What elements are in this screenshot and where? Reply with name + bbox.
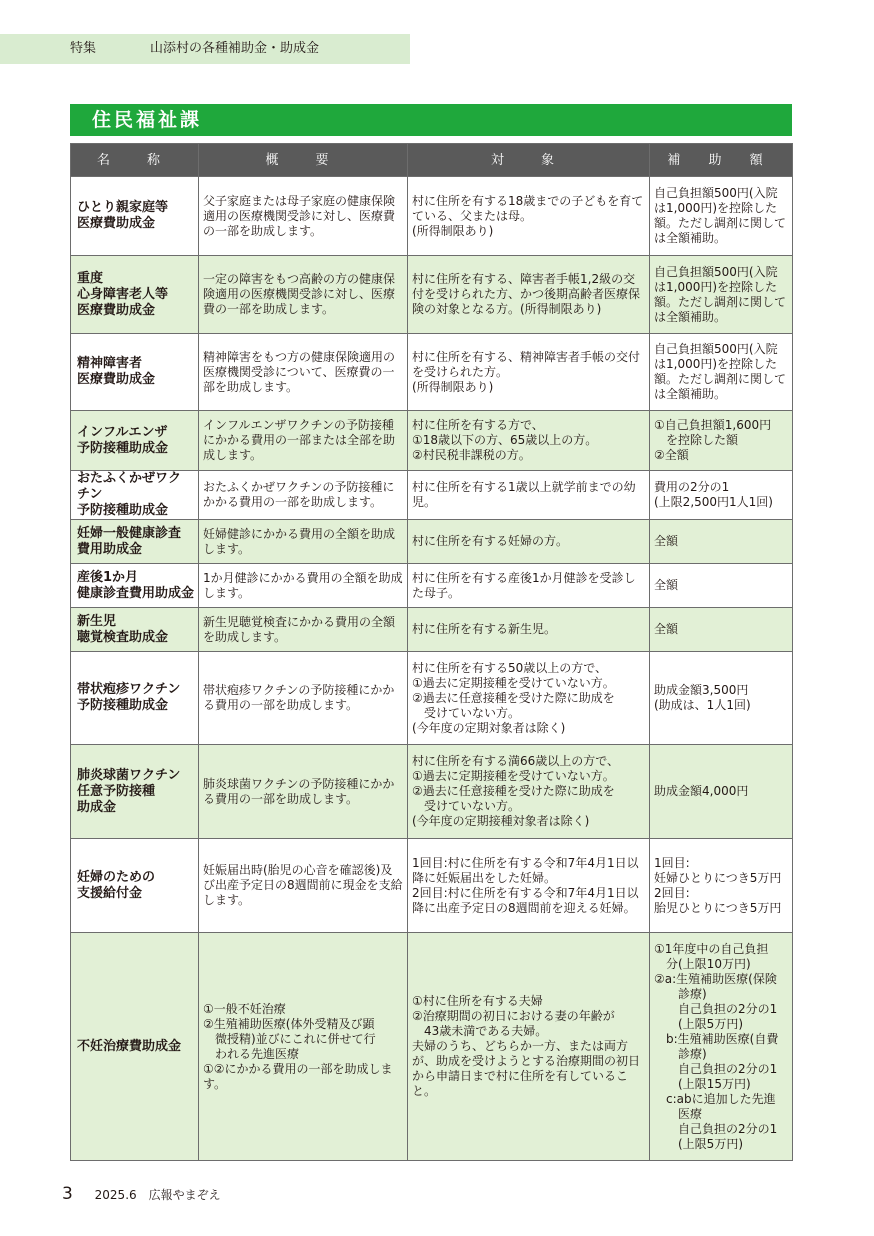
row-summary: 妊婦健診にかかる費用の全額を助成します。: [199, 520, 408, 564]
row-amount: 自己負担額500円(入院は1,000円)を控除した額。ただし調剤に関しては全額補助。: [650, 177, 793, 256]
table-row: [71, 471, 793, 520]
row-name: 新生児 聴覚検査助成金: [71, 608, 199, 652]
row-amount: 費用の2分の1 (上限2,500円1人1回): [650, 471, 793, 520]
row-target: 村に住所を有する妊婦の方。: [408, 520, 650, 564]
row-summary: 父子家庭または母子家庭の健康保険適用の医療機関受診に対し、医療費の一部を助成します。: [199, 177, 408, 256]
header-tag: 特集: [70, 41, 97, 56]
table-header-row: [71, 144, 793, 177]
table-row: [71, 177, 793, 256]
table-row: [71, 334, 793, 411]
row-name: 精神障害者 医療費助成金: [71, 334, 199, 411]
column-header-name: 名 称: [71, 144, 199, 177]
row-target: 村に住所を有する1歳以上就学前までの幼児。: [408, 471, 650, 520]
issue-label: 2025.6 広報やまぞえ: [94, 1188, 221, 1202]
row-summary: 肺炎球菌ワクチンの予防接種にかかる費用の一部を助成します。: [199, 745, 408, 839]
column-header-summary: 概 要: [199, 144, 408, 177]
table-row: [71, 608, 793, 652]
table-row: [71, 256, 793, 334]
column-header-target: 対 象: [408, 144, 650, 177]
column-header-amount: 補 助 額: [650, 144, 793, 177]
table-row: [71, 520, 793, 564]
section-title-bar: [70, 104, 792, 136]
row-amount: 自己負担額500円(入院は1,000円)を控除した額。ただし調剤に関しては全額補助。: [650, 256, 793, 334]
row-amount: 自己負担額500円(入院は1,000円)を控除した額。ただし調剤に関しては全額補助。: [650, 334, 793, 411]
row-summary: 妊娠届出時(胎児の心音を確認後)及び出産予定日の8週間前に現金を支給します。: [199, 839, 408, 933]
row-name: 不妊治療費助成金: [71, 933, 199, 1161]
table-row: [71, 564, 793, 608]
table-row: [71, 933, 793, 1161]
row-amount: 1回目: 妊婦ひとりにつき5万円 2回目: 胎児ひとりにつき5万円: [650, 839, 793, 933]
row-target: 村に住所を有する方で、 ①18歳以下の方、65歳以上の方。 ②村民税非課税の方。: [408, 411, 650, 471]
table-row: [71, 745, 793, 839]
table-row: [71, 411, 793, 471]
row-amount: 全額: [650, 564, 793, 608]
row-summary: 新生児聴覚検査にかかる費用の全額を助成します。: [199, 608, 408, 652]
row-name: おたふくかぜワクチン 予防接種助成金: [71, 471, 199, 520]
row-amount: ①1年度中の自己負担 分(上限10万円) ②a:生殖補助医療(保険 診療) 自己負担の2分の1 (上限5万円) b:生殖補助医療(自費 診療) 自己負担の2分の1 (上限15万円) c:abに追加した先進 医療 自己負担の2分の1 (上限5万円): [650, 933, 793, 1161]
subsidy-table: [70, 143, 793, 1161]
row-target: 村に住所を有する50歳以上の方で、 ①過去に定期接種を受けていない方。 ②過去に任意接種を受けた際に助成を 受けていない方。 (今年度の定期対象者は除く): [408, 652, 650, 745]
row-name: ひとり親家庭等 医療費助成金: [71, 177, 199, 256]
header-title: 山添村の各種補助金・助成金: [150, 41, 320, 56]
row-amount: 助成金額4,000円: [650, 745, 793, 839]
row-target: 村に住所を有する新生児。: [408, 608, 650, 652]
row-summary: 精神障害をもつ方の健康保険適用の医療機関受診について、医療費の一部を助成します。: [199, 334, 408, 411]
row-name: インフルエンザ 予防接種助成金: [71, 411, 199, 471]
row-target: 村に住所を有する満66歳以上の方で、 ①過去に定期接種を受けていない方。 ②過去に任意接種を受けた際に助成を 受けていない方。 (今年度の定期接種対象者は除く): [408, 745, 650, 839]
row-target: 村に住所を有する18歳までの子どもを育てている、父または母。 (所得制限あり): [408, 177, 650, 256]
row-summary: 帯状疱疹ワクチンの予防接種にかかる費用の一部を助成します。: [199, 652, 408, 745]
row-target: 村に住所を有する産後1か月健診を受診した母子。: [408, 564, 650, 608]
row-target: 村に住所を有する、障害者手帳1,2級の交付を受けられた方、かつ後期高齢者医療保険の対象となる方。(所得制限あり): [408, 256, 650, 334]
row-summary: インフルエンザワクチンの予防接種にかかる費用の一部または全部を助成します。: [199, 411, 408, 471]
row-name: 妊婦のための 支援給付金: [71, 839, 199, 933]
row-summary: ①一般不妊治療 ②生殖補助医療(体外受精及び顕 微授精)並びにこれに併せて行 われる先進医療 ①②にかかる費用の一部を助成します。: [199, 933, 408, 1161]
row-name: 妊婦一般健康診査 費用助成金: [71, 520, 199, 564]
row-amount: 全額: [650, 520, 793, 564]
row-amount: ①自己負担額1,600円 を控除した額 ②全額: [650, 411, 793, 471]
row-target: 村に住所を有する、精神障害者手帳の交付を受けられた方。 (所得制限あり): [408, 334, 650, 411]
table-row: [71, 652, 793, 745]
row-amount: 全額: [650, 608, 793, 652]
row-summary: おたふくかぜワクチンの予防接種にかかる費用の一部を助成します。: [199, 471, 408, 520]
row-target: 1回目:村に住所を有する令和7年4月1日以降に妊娠届出をした妊婦。 2回目:村に住所を有する令和7年4月1日以降に出産予定日の8週間前を迎える妊婦。: [408, 839, 650, 933]
row-name: 産後1か月 健康診査費用助成金: [71, 564, 199, 608]
row-name: 帯状疱疹ワクチン 予防接種助成金: [71, 652, 199, 745]
row-summary: 一定の障害をもつ高齢の方の健康保険適用の医療機関受診に対し、医療費の一部を助成します。: [199, 256, 408, 334]
table-row: [71, 839, 793, 933]
row-amount: 助成金額3,500円 (助成は、1人1回): [650, 652, 793, 745]
row-summary: 1か月健診にかかる費用の全額を助成します。: [199, 564, 408, 608]
header-band: [0, 34, 410, 64]
row-name: 肺炎球菌ワクチン 任意予防接種 助成金: [71, 745, 199, 839]
section-title: 住民福祉課: [92, 109, 203, 131]
row-name: 重度 心身障害老人等 医療費助成金: [71, 256, 199, 334]
page-footer: [62, 1184, 221, 1204]
page-number: 3: [62, 1184, 73, 1204]
row-target: ①村に住所を有する夫婦 ②治療期間の初日における妻の年齢が 43歳未満である夫婦。 夫婦のうち、どちらか一方、または両方が、助成を受けようとする治療期間の初日から申請日まで村に住所を有していること。: [408, 933, 650, 1161]
